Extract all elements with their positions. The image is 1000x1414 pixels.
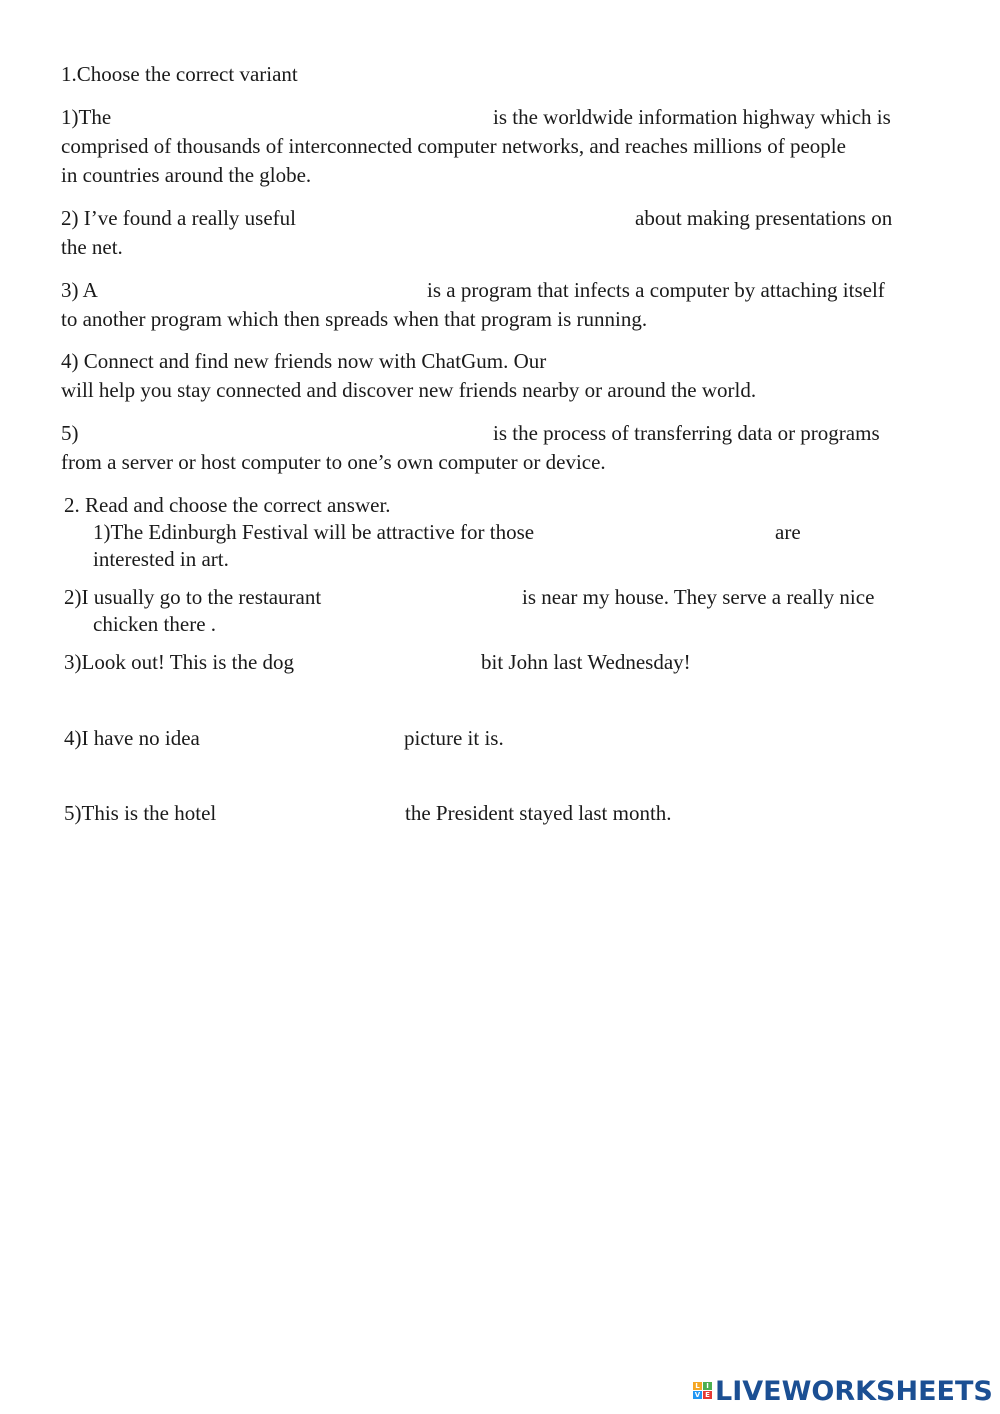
s2-q2-end: is near my house. They serve a really nice <box>522 585 875 609</box>
s1-q4-start: 4) Connect and find new friends now with ChatGum. Our <box>61 349 547 373</box>
section1-heading: 1.Choose the correct variant <box>61 62 298 86</box>
s1-q2-end: about making presentations on <box>635 206 893 230</box>
s2-q2-start: 2)I usually go to the restaurant <box>64 585 322 609</box>
s1-q5-blank[interactable] <box>85 420 485 446</box>
section2-heading: 2. Read and choose the correct answer. <box>64 493 391 517</box>
s2-q4-start: 4)I have no idea <box>64 726 200 750</box>
s1-q1-end: is the worldwide information highway which is <box>493 105 891 129</box>
s2-q4-end: picture it is. <box>404 726 504 750</box>
liveworksheets-logo <box>693 1376 993 1406</box>
s1-q2-blank[interactable] <box>330 205 628 231</box>
s2-q1-line2: interested in art. <box>93 547 229 571</box>
s2-q2-line2: chicken there . <box>93 612 217 636</box>
s2-q5-blank[interactable] <box>240 800 398 826</box>
s1-q3-end: is a program that infects a computer by attaching itself <box>427 278 885 302</box>
s2-q1-start: 1)The Edinburgh Festival will be attractive for those <box>93 520 535 544</box>
s1-q3-blank[interactable] <box>108 277 420 303</box>
s1-q3-line2: to another program which then spreads when that program is running. <box>61 307 648 331</box>
s2-q3-start: 3)Look out! This is the dog <box>64 650 295 674</box>
s1-q5-line2: from a server or host computer to one’s own computer or device. <box>61 450 606 474</box>
s1-q1-line3: in countries around the globe. <box>61 163 312 187</box>
s1-q5-end: is the process of transferring data or programs <box>493 421 880 445</box>
s1-q2-start: 2) I’ve found a really useful <box>61 206 296 230</box>
s1-q3-start: 3) A <box>61 278 98 302</box>
s1-q5-start: 5) <box>61 421 79 445</box>
s1-q2-line2: the net. <box>61 235 123 259</box>
s2-q5-start: 5)This is the hotel <box>64 801 217 825</box>
s2-q1-blank[interactable] <box>592 519 768 545</box>
liveworksheets-mark-icon: L I V E <box>693 1378 713 1404</box>
s1-q4-line2: will help you stay connected and discover new friends nearby or around the world. <box>61 378 757 402</box>
s2-q1-end: are <box>775 520 801 544</box>
s1-q1-line2: comprised of thousands of interconnected computer networks, and reaches millions of people <box>61 134 846 158</box>
s1-q4-blank[interactable] <box>612 348 932 374</box>
s1-q1-blank[interactable] <box>122 104 487 130</box>
s2-q3-blank[interactable] <box>328 649 474 675</box>
s2-q5-end: the President stayed last month. <box>405 801 672 825</box>
s2-q2-blank[interactable] <box>358 584 516 610</box>
s1-q1-start: 1)The <box>61 105 112 129</box>
s2-q3-end: bit John last Wednesday! <box>481 650 691 674</box>
logo-text: LIVEWORKSHEETS <box>715 1375 993 1407</box>
s2-q4-blank[interactable] <box>222 725 397 751</box>
